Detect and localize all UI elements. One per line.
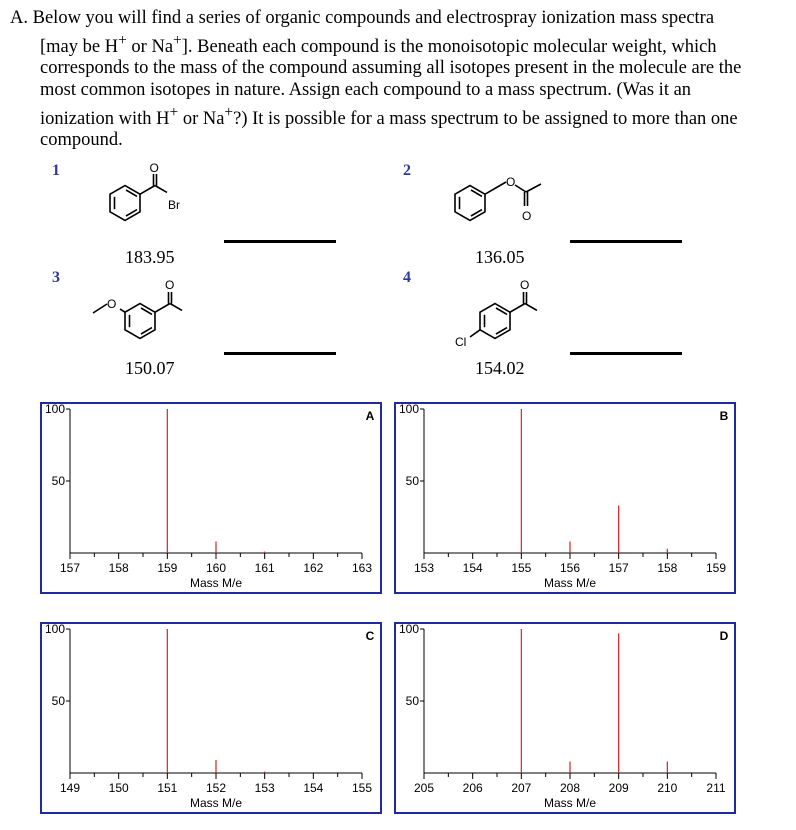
spectrum-label: B xyxy=(719,409,729,423)
x-tick-label: 149 xyxy=(59,781,81,795)
compound-1-mw: 183.95 xyxy=(125,247,175,267)
question-line-2: [may be H+ or Na+]. Beneath each compound is the monoisotopic molecular weight, which xyxy=(40,31,717,57)
x-tick-label: 157 xyxy=(608,561,629,575)
x-tick-label: 209 xyxy=(608,781,629,795)
x-tick-label: 153 xyxy=(413,561,435,575)
spectrum-c xyxy=(40,622,382,822)
x-tick-label: 159 xyxy=(157,561,178,575)
compound-4-mw: 154.02 xyxy=(475,358,525,378)
x-tick-label: 206 xyxy=(462,781,483,795)
question-line-5: ionization with H+ or Na+?) It is possible for a mass spectrum to be assigned to more than one xyxy=(40,103,738,129)
compound-3-mw: 150.07 xyxy=(125,358,175,378)
question-line-1: Below you will find a series of organic compounds and electrospray ionization mass spectra xyxy=(32,8,715,28)
x-tick-label: 154 xyxy=(303,781,324,795)
compound-4-number: 4 xyxy=(403,269,411,286)
compound-1-number: 1 xyxy=(52,162,60,179)
spectrum-a xyxy=(40,402,382,602)
x-tick-label: 205 xyxy=(413,781,435,795)
x-tick-label: 156 xyxy=(559,561,581,575)
x-tick-label: 152 xyxy=(205,781,227,795)
x-tick-label: 158 xyxy=(657,561,678,575)
compound-1-structure xyxy=(95,160,215,240)
spectrum-label: C xyxy=(365,629,375,643)
x-tick-label: 163 xyxy=(351,561,373,575)
x-tick-label: 158 xyxy=(108,561,129,575)
compound-3-number: 3 xyxy=(52,269,60,286)
spectrum-b xyxy=(394,402,736,602)
compound-4-chlorine: Cl xyxy=(455,335,467,349)
x-tick-label: 208 xyxy=(559,781,581,795)
compound-2-structure xyxy=(440,160,570,240)
question-line-4: most common isotopes in nature. Assign each compound to a mass spectrum. (Was it an xyxy=(40,79,692,100)
y-tick-label: 100 xyxy=(44,402,65,416)
compound-3-methoxy-oxygen: O xyxy=(107,297,117,311)
y-tick-label: 100 xyxy=(44,622,65,636)
x-axis-label: Mass M/e xyxy=(189,796,243,810)
x-tick-label: 155 xyxy=(351,781,373,795)
x-axis-label: Mass M/e xyxy=(543,796,597,810)
x-axis-label: Mass M/e xyxy=(543,576,597,590)
y-tick-label: 50 xyxy=(405,694,419,708)
compound-1-bromine: Br xyxy=(168,198,180,212)
compound-2-answer-blank[interactable] xyxy=(570,240,682,243)
compound-2-carbonyl-oxygen: O xyxy=(522,209,532,223)
compound-4-oxygen: O xyxy=(520,278,530,292)
x-tick-label: 155 xyxy=(511,561,532,575)
x-tick-label: 162 xyxy=(303,561,324,575)
compound-4-structure xyxy=(440,270,570,350)
x-tick-label: 150 xyxy=(108,781,129,795)
question-line-3: corresponds to the mass of the compound assuming all isotopes present in the molecule are the xyxy=(40,58,742,79)
question-line-6: compound. xyxy=(40,130,123,151)
spectrum-label: D xyxy=(719,629,729,643)
spectrum-label: A xyxy=(365,409,375,423)
compound-1-oxygen: O xyxy=(149,161,159,175)
compound-3-answer-blank[interactable] xyxy=(224,352,336,355)
x-tick-label: 153 xyxy=(254,781,275,795)
y-tick-label: 50 xyxy=(405,474,419,488)
question-prefix: A. xyxy=(10,8,28,28)
compound-2-number: 2 xyxy=(403,162,411,179)
x-tick-label: 211 xyxy=(706,781,726,795)
compound-2-mw: 136.05 xyxy=(475,247,525,267)
x-tick-label: 210 xyxy=(657,781,678,795)
x-tick-label: 154 xyxy=(462,561,483,575)
x-tick-label: 207 xyxy=(511,781,532,795)
x-tick-label: 161 xyxy=(254,561,275,575)
compound-2-ester-oxygen: O xyxy=(506,175,516,189)
compound-3-structure xyxy=(85,270,215,350)
spectrum-d xyxy=(394,622,736,822)
x-tick-label: 151 xyxy=(157,781,178,795)
compound-1-answer-blank[interactable] xyxy=(224,240,336,243)
y-tick-label: 50 xyxy=(51,474,65,488)
x-tick-label: 157 xyxy=(59,561,81,575)
x-tick-label: 160 xyxy=(205,561,227,575)
y-tick-label: 100 xyxy=(398,622,419,636)
y-tick-label: 50 xyxy=(51,694,65,708)
question-text xyxy=(10,8,750,152)
compound-4-answer-blank[interactable] xyxy=(570,352,682,355)
x-axis-label: Mass M/e xyxy=(189,576,243,590)
y-tick-label: 100 xyxy=(398,402,419,416)
x-tick-label: 159 xyxy=(705,561,727,575)
compound-3-carbonyl-oxygen: O xyxy=(165,278,175,292)
